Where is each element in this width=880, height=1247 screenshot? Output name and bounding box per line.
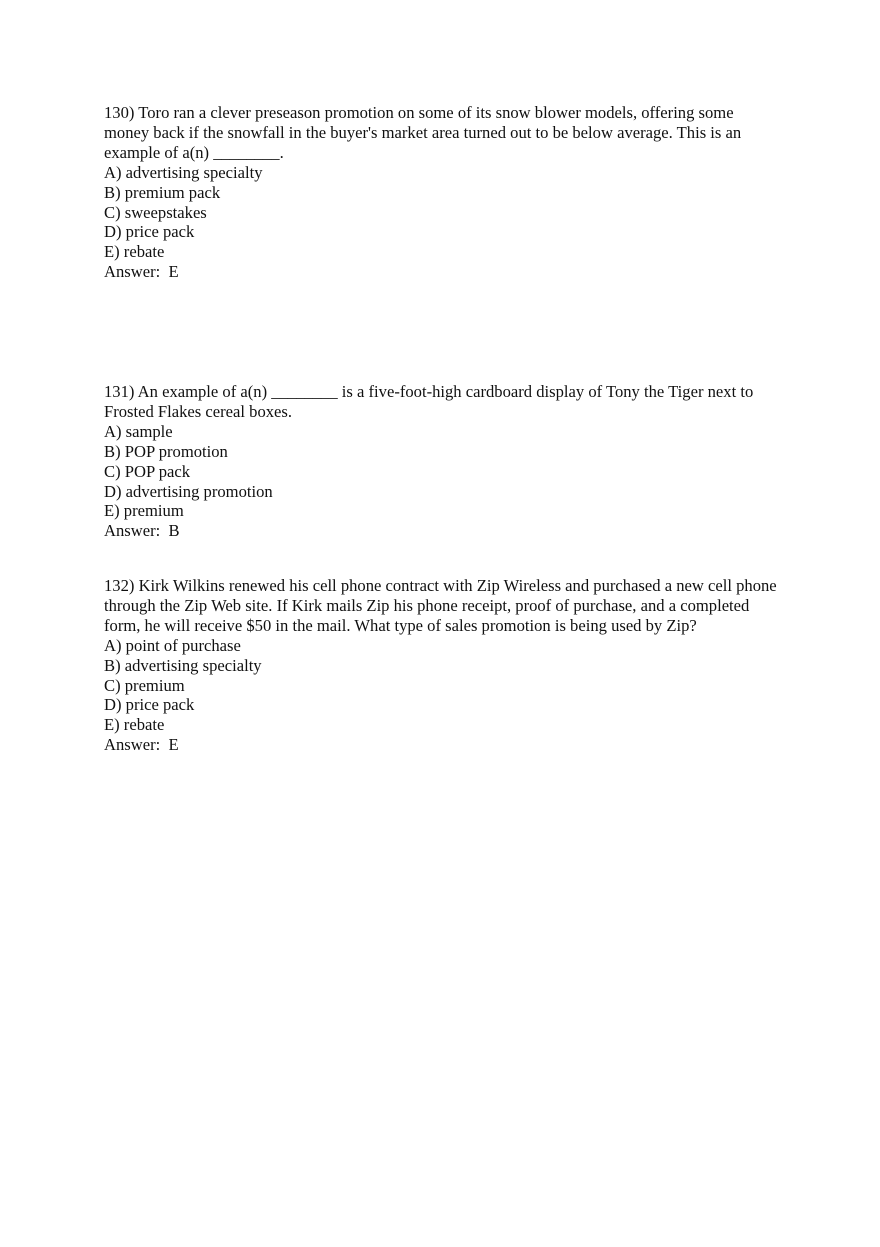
question-stem: 132) Kirk Wilkins renewed his cell phone contract with Zip Wireless and purchased a new cell phone through the Zip Web site. If Kirk mails Zip his phone receipt, proof of purchase, and a completed form, he will receive $50 in the mail. What type of sales promotion is being used by Zip? — [104, 576, 777, 635]
option-d: D) price pack — [104, 695, 195, 715]
option-e: E) rebate — [104, 242, 165, 262]
answer-options — [104, 163, 780, 263]
option-a: A) point of purchase — [104, 635, 241, 655]
question-130 — [104, 103, 780, 282]
answer-options — [104, 422, 780, 522]
question-132 — [104, 576, 780, 755]
option-b: B) premium pack — [104, 182, 221, 202]
option-c: C) sweepstakes — [104, 202, 207, 222]
answer-key: Answer: B — [104, 521, 180, 541]
option-b: B) advertising specialty — [104, 655, 262, 675]
option-b: B) POP promotion — [104, 441, 228, 461]
answer-key: Answer: E — [104, 262, 179, 282]
answer-key: Answer: E — [104, 735, 179, 755]
option-d: D) price pack — [104, 222, 195, 242]
option-c: C) premium — [104, 675, 185, 695]
answer-options — [104, 636, 780, 736]
question-stem: 130) Toro ran a clever preseason promotion on some of its snow blower models, offering some money back if the snowfall in the buyer's market area turned out to be below average. This is an example of a(n) ________. — [104, 103, 742, 162]
question-131 — [104, 382, 780, 541]
option-e: E) rebate — [104, 715, 165, 735]
option-a: A) advertising specialty — [104, 162, 263, 182]
option-a: A) sample — [104, 421, 173, 441]
option-d: D) advertising promotion — [104, 481, 273, 501]
option-c: C) POP pack — [104, 461, 191, 481]
option-e: E) premium — [104, 501, 184, 521]
question-stem: 131) An example of a(n) ________ is a five-foot-high cardboard display of Tony the Tiger next to Frosted Flakes cereal boxes. — [104, 382, 754, 421]
